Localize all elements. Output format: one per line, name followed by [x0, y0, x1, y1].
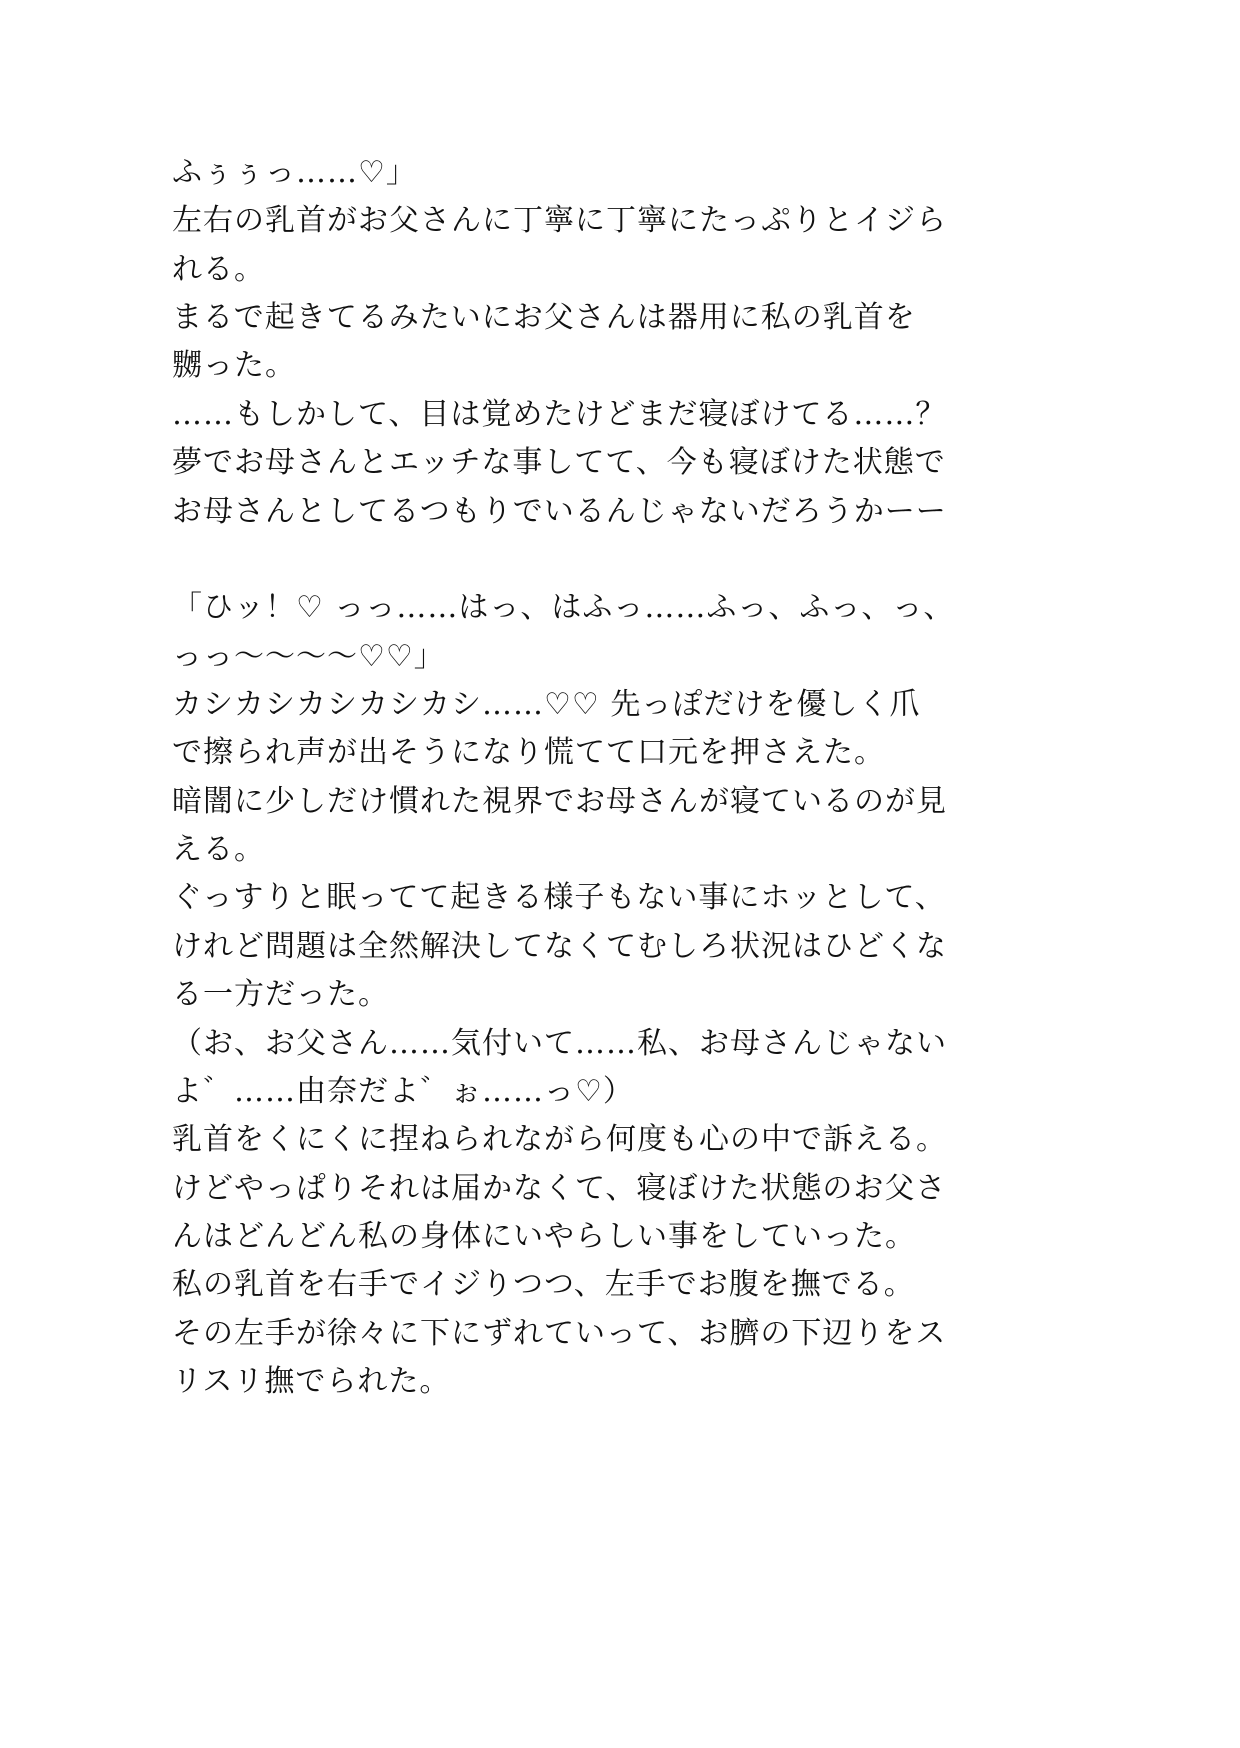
text-line: けれど問題は全然解決してなくてむしろ状況はひどくな [172, 929, 947, 964]
text-line: れる。 [172, 252, 265, 287]
text-line: その左手が徐々に下にずれていって、お臍の下辺りをス [172, 1316, 947, 1351]
text-line: ふぅぅっ……♡」 [172, 155, 417, 190]
document-body [172, 0, 972, 1420]
text-line: 夢でお母さんとエッチな事してて、今も寝ぼけた状態で [172, 445, 946, 480]
text-line: ……もしかして、目は覚めたけどまだ寝ぼけてる……？ [172, 397, 947, 432]
text-line: 私の乳首を右手でイジりつつ、左手でお腹を撫でる。 [172, 1267, 915, 1302]
text-line: 乳首をくにくに捏ねられながら何度も心の中で訴える。 [172, 1122, 947, 1157]
text-line: 嬲った。 [172, 348, 296, 383]
text-line: お母さんとしてるつもりでいるんじゃないだろうかーー [172, 494, 947, 529]
text-line: カシカシカシカシカシ……♡♡ 先っぽだけを優しく爪 [172, 687, 921, 722]
text-line: る一方だった。 [172, 977, 389, 1012]
text-line: 左右の乳首がお父さんに丁寧に丁寧にたっぷりとイジら [172, 203, 947, 238]
text-line: 暗闇に少しだけ慣れた視界でお母さんが寝ているのが見 [172, 784, 947, 819]
text-line: んはどんどん私の身体にいやらしい事をしていった。 [172, 1219, 916, 1254]
text-line: リスリ撫でられた。 [172, 1364, 451, 1399]
text-line: 「ひッ！♡ っっ……はっ、はふっ……ふっ、ふっ、っ、 [172, 590, 955, 625]
text-line: まるで起きてるみたいにお父さんは器用に私の乳首を [172, 300, 916, 335]
text-line: ぐっすりと眠ってて起きる様子もない事にホッとして、 [172, 880, 946, 915]
text-line: で擦られ声が出そうになり慌てて口元を押さえた。 [172, 735, 885, 770]
text-line: （お、お父さん……気付いて……私、お母さんじゃない [172, 1026, 947, 1061]
text-line: よ゛……由奈だよ゛ぉ……っ♡） [172, 1074, 634, 1109]
text-line: っっ〜〜〜〜♡♡」 [172, 639, 445, 674]
text-line: けどやっぱりそれは届かなくて、寝ぼけた状態のお父さ [172, 1171, 947, 1206]
text-line: える。 [172, 832, 265, 867]
